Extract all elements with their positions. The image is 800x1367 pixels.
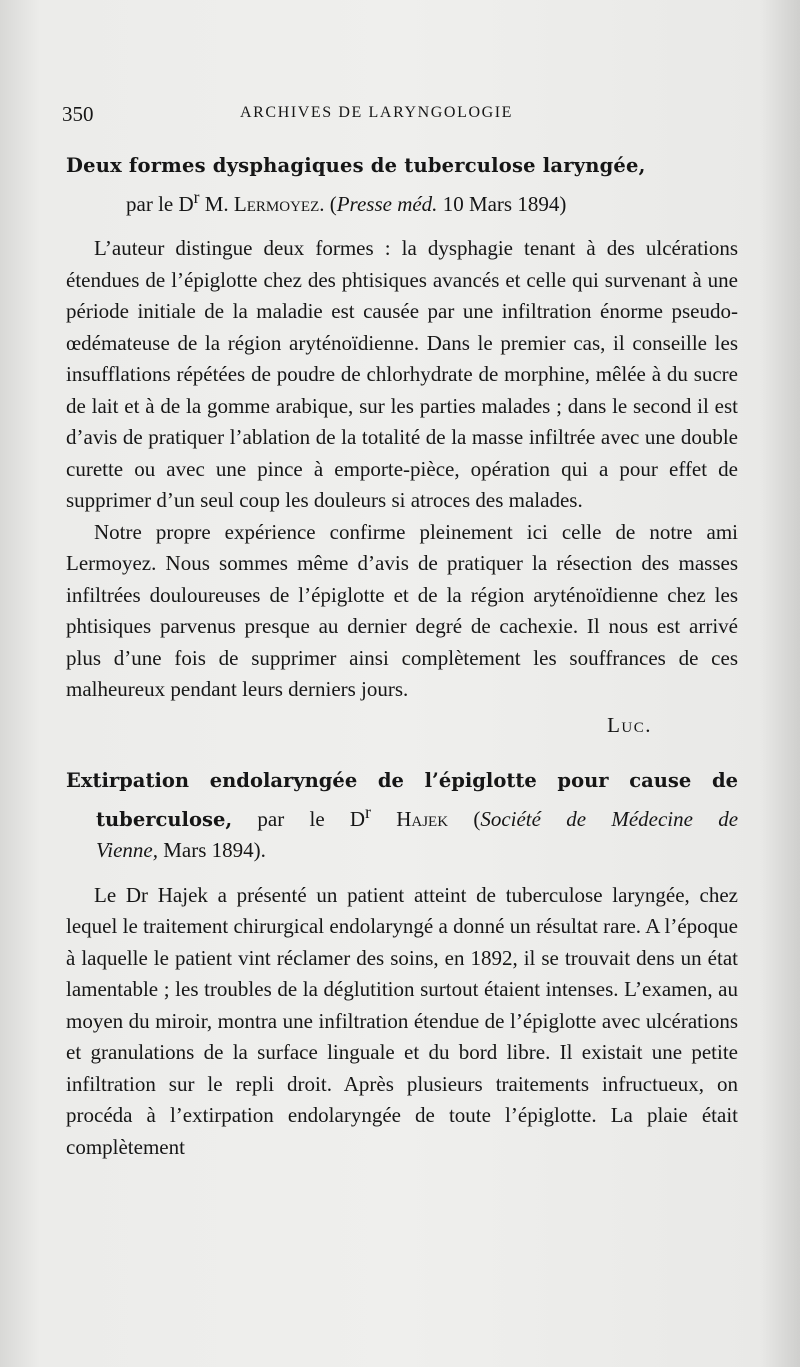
article-2-byline-2 — [66, 835, 738, 867]
article-2-byline: tuberculose, par le $D^r$ Hajek (Société de Médecine de — [96, 801, 739, 831]
article-1-paragraph-2: Notre propre expérience confirme pleinement ici celle de notre ami Lermoyez. Nous sommes même d’avis de pratiquer la résection des masses infiltrées douloureuses de l’épiglotte et de la région aryténoïdienne chez les phtisiques parvenus presque au dernier degré de cachexie. Il nous est arrivé plus d’une fois de supprimer ainsi complètement les souffrances de ces malheureux pendant leurs derniers jours. — [66, 519, 738, 701]
article-1-byline: par le $D^r$ M. Lermoyez. (Presse méd. 10 Mars 1894) — [126, 186, 567, 216]
author-initial: M. — [204, 191, 229, 216]
article-1-title-text: Deux formes dysphagiques de tuberculose laryngée, — [66, 154, 646, 177]
article-2-heading — [66, 765, 738, 867]
article-1-paragraph-1: L’auteur distingue deux formes : la dysphagie tenant à des ulcérations étendues de l’épiglotte chez des phtisiques avancés et celle qui survenant à une période initiale de la maladie est causée par une infiltration énorme pseudo-œdémateuse de la région aryténoïdienne. Dans le premier cas, il conseille les insufflations répétées de poudre de chlorhydrate de morphine, mêlée à du sucre de lait et à de la gomme arabique, sur les parties malades ; dans le second il est d’avis de pratiquer l’ablation de la totalité de la masse infiltrée avec une double curette ou avec une pince à emporte-pièce, opération qui a pour effet de supprimer d’un seul coup les douleurs si atroces des malades. — [66, 236, 738, 512]
byline-sup: r — [365, 801, 371, 822]
author-name: Lermoyez — [233, 191, 320, 216]
byline-sup: r — [193, 186, 200, 207]
article-1-signature: Luc. — [607, 712, 652, 737]
byline-prefix: par le D — [257, 806, 366, 831]
page-number: 350 — [62, 102, 94, 126]
running-title: ARCHIVES DE LARYNGOLOGIE — [240, 104, 514, 121]
byline-prefix: par le D — [126, 191, 194, 216]
source-2: Vienne, — [96, 838, 158, 862]
source: Société de Médecine de — [480, 806, 739, 831]
article-2-paragraph-1: Le Dr Hajek a présenté un patient atteint de tuberculose laryngée, chez lequel le traitement chirurgical endolaryngé a donné un résultat rare. A l’époque à laquelle le patient vint réclamer des soins, en 1892, il se trouvait dens un état lamentable ; les troubles de la déglutition surtout étaient intenses. L’examen, au moyen du miroir, montra une infiltration étendue de l’épiglotte avec ulcérations et granulations de la surface linguale et du bord libre. Il existait une petite infiltration sur le repli droit. Après plusieurs traitements infructueux, on procéda à l’extirpation endolaryngée de toute l’épiglotte. La plaie était complètement — [66, 882, 738, 1159]
article-2-title-line-1: Extirpation endolaryngée de l’épiglotte pour cause de — [66, 769, 738, 792]
page-body — [66, 150, 738, 1163]
author-name: Hajek — [396, 806, 449, 831]
article-2-title-line-2: tuberculose, — [96, 807, 233, 831]
date: 10 Mars 1894) — [442, 191, 567, 216]
article-1-title — [66, 150, 738, 182]
source: Presse méd. — [336, 191, 438, 216]
date: Mars 1894). — [163, 838, 266, 862]
